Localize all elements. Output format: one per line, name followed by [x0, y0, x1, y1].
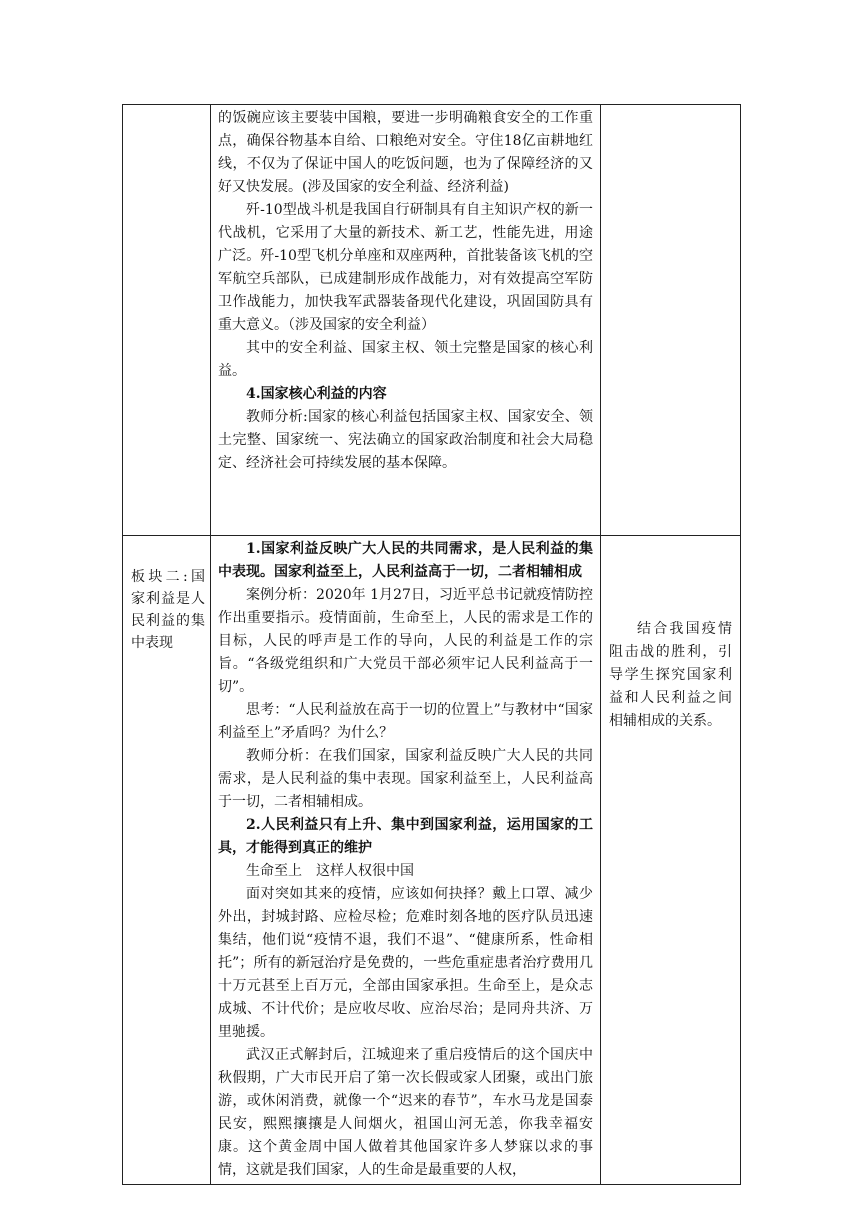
paragraph: 面对突如其来的疫情，应该如何抉择？戴上口罩、减少外出，封城封路、应检尽检；危难时刻各地的医疗队员迅速集结，他们说“疫情不退，我们不退”、“健康所系，性命相托”；所有的新冠治疗是免费的，一些危重症患者治疗费用几十万元甚至上百万元，全部由国家承担。生命至上，是众志成城、不计代价；是应收尽收、应治尽治；是同舟共济、万里驰援。 — [218, 886, 593, 1040]
module-label: 板块二:国家利益是人民利益的集中表现 — [131, 569, 205, 651]
section-heading: 4.国家核心利益的内容 — [246, 386, 387, 402]
design-intent-cell-2 — [601, 536, 741, 1185]
paragraph: 案例分析：2020年 1月27日，习近平总书记就疫情防控作出重要指示。疫情面前，生命至上，人民的需求是工作的目标，人民的呼声是工作的导向，人民的利益是工作的宗旨。“各级党组织和广大党员干部必须牢记人民利益高于一切”。 — [218, 587, 593, 695]
lesson-plan-table — [122, 104, 741, 1185]
design-intent-note: 结合我国疫情阻击战的胜利，引导学生探究国家利益和人民利益之间相辅相成的关系。 — [609, 621, 732, 729]
table-row-2 — [123, 536, 741, 1185]
paragraph: 的饭碗应该主要装中国粮，要进一步明确粮食安全的工作重点，确保谷物基本自给、口粮绝对安全。守住18亿亩耕地红线，不仅为了保证中国人的吃饭问题，也为了保障经济的又好又快发展。(涉及国家的安全利益、经济利益) — [218, 110, 593, 195]
paragraph: 思考：“人民利益放在高于一切的位置上”与教材中“国家利益至上”矛盾吗？为什么？ — [218, 702, 593, 741]
section-heading: 2.人民利益只有上升、集中到国家利益，运用国家的工具，才能得到真正的维护 — [218, 817, 593, 856]
paragraph: 其中的安全利益、国家主权、领土完整是国家的核心利益。 — [218, 340, 593, 379]
table-row-1 — [123, 105, 741, 536]
section-heading: 1.国家利益反映广大人民的共同需求，是人民利益的集中表现。国家利益至上，人民利益高于一切，二者相辅相成 — [218, 541, 593, 580]
paragraph: 教师分析：在我们国家，国家利益反映广大人民的共同需求，是人民利益的集中表现。国家利益至上，人民利益高于一切，二者相辅相成。 — [218, 748, 593, 810]
design-intent-cell-1 — [601, 105, 741, 536]
paragraph: 歼-10型战斗机是我国自行研制具有自主知识产权的新一代战机，它采用了大量的新技术、新工艺，性能先进，用途广泛。歼-10型飞机分单座和双座两种，首批装备该飞机的空军航空兵部队，已成建制形成作战能力，对有效提高空军防卫作战能力，加快我军武器装备现代化建设，巩固国防具有重大意义。（涉及国家的安全利益） — [218, 202, 593, 333]
content-cell-2 — [211, 536, 601, 1185]
paragraph: 生命至上 这样人权很中国 — [246, 863, 414, 879]
paragraph: 武汉正式解封后，江城迎来了重启疫情后的这个国庆中秋假期，广大市民开启了第一次长假或家人团聚，或出门旅游，或休闲消费，就像一个“迟来的春节”，车水马龙是国泰民安，熙熙攘攘是人间烟火，祖国山河无恙，你我幸福安康。这个黄金周中国人做着其他国家许多人梦寐以求的事情，这就是我们国家，人的生命是最重要的人权， — [218, 1047, 593, 1178]
module-label-cell-1 — [123, 105, 211, 536]
content-cell-1 — [211, 105, 601, 536]
paragraph: 教师分析:国家的核心利益包括国家主权、国家安全、领土完整、国家统一、宪法确立的国家政治制度和社会大局稳定、经济社会可持续发展的基本保障。 — [218, 409, 593, 471]
module-label-cell-2 — [123, 536, 211, 1185]
